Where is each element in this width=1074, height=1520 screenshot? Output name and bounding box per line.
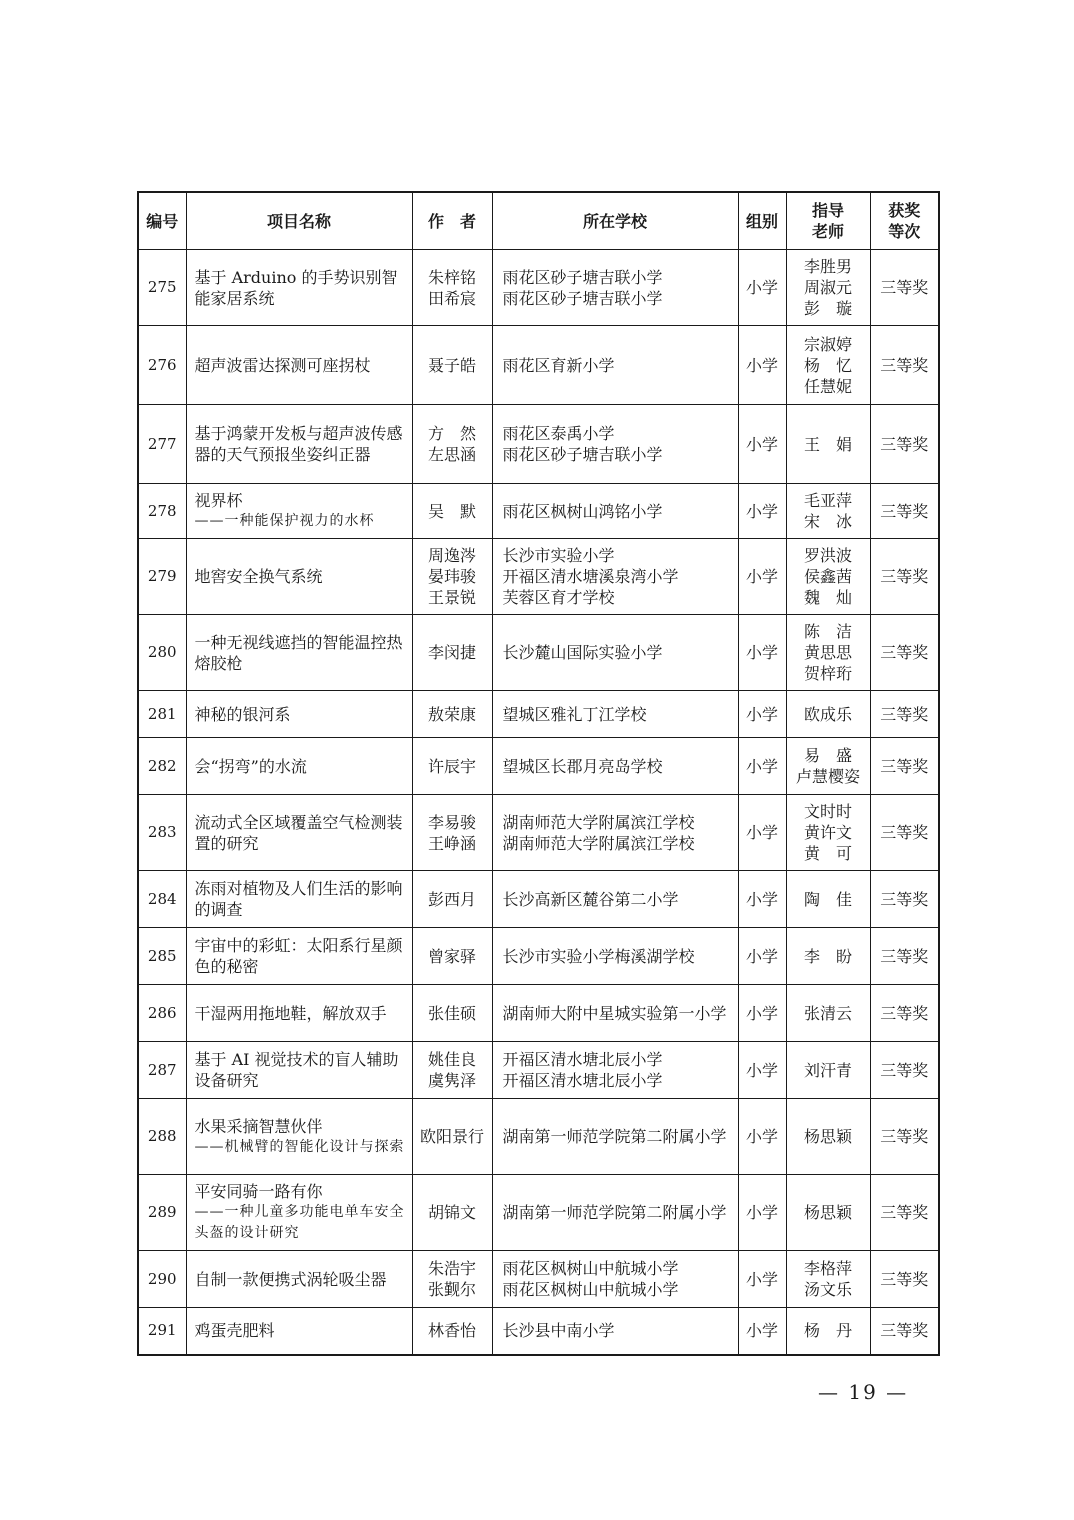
cell-group: 小学 bbox=[738, 615, 786, 691]
awards-table bbox=[137, 191, 940, 1356]
cell-schools bbox=[492, 738, 738, 795]
cell-authors bbox=[412, 1175, 492, 1251]
cell-schools bbox=[492, 928, 738, 985]
teacher-name: 欧成乐 bbox=[803, 704, 852, 724]
school-name: 开福区清水塘北辰小学 bbox=[502, 1071, 663, 1090]
cell-schools bbox=[492, 1308, 738, 1355]
school-name: 湖南师大附中星城实验第一小学 bbox=[502, 1003, 727, 1023]
cell-project-name bbox=[186, 1099, 412, 1175]
header-award-line-2: 等次 bbox=[888, 222, 921, 241]
cell-num: 277 bbox=[138, 405, 186, 484]
cell-teachers bbox=[786, 405, 870, 484]
cell-teachers bbox=[786, 1099, 870, 1175]
cell-project-name bbox=[186, 1251, 412, 1308]
cell-num: 287 bbox=[138, 1042, 186, 1099]
table-row bbox=[138, 615, 939, 691]
cell-num: 288 bbox=[138, 1099, 186, 1175]
author-name: 王景锐 bbox=[427, 588, 476, 607]
teacher-name: 彭 璇 bbox=[803, 299, 852, 318]
cell-award: 三等奖 bbox=[870, 484, 939, 539]
cell-schools bbox=[492, 250, 738, 326]
cell-schools bbox=[492, 1251, 738, 1308]
teacher-name: 易 盛 bbox=[803, 746, 852, 765]
project-subtitle-line: ——机械臂的智能化设计与探索 bbox=[194, 1138, 405, 1155]
teacher-name: 杨思颖 bbox=[803, 1127, 852, 1146]
school-name: 雨花区砂子塘吉联小学 bbox=[502, 267, 663, 287]
cell-authors bbox=[412, 795, 492, 871]
project-name-line: 流动式全区域覆盖空气检测装置的研究 bbox=[194, 812, 403, 853]
cell-authors bbox=[412, 871, 492, 928]
cell-group: 小学 bbox=[738, 795, 786, 871]
teacher-name: 李格萍 bbox=[803, 1259, 852, 1278]
teacher-name: 文时时 bbox=[803, 802, 852, 821]
cell-project-name bbox=[186, 871, 412, 928]
project-name-line: 宇宙中的彩虹：太阳系行星颜色的秘密 bbox=[194, 936, 403, 976]
author-name: 欧阳景行 bbox=[419, 1127, 484, 1146]
project-name-line: 鸡蛋壳肥料 bbox=[194, 1321, 275, 1341]
author-name: 吴 默 bbox=[427, 501, 476, 521]
cell-group: 小学 bbox=[738, 326, 786, 405]
school-name: 湖南第一师范学院第二附属小学 bbox=[502, 1127, 727, 1146]
cell-group: 小学 bbox=[738, 539, 786, 615]
header-group: 组别 bbox=[738, 192, 786, 250]
cell-num: 291 bbox=[138, 1308, 186, 1355]
school-name: 湖南第一师范学院第二附属小学 bbox=[502, 1203, 727, 1222]
cell-award: 三等奖 bbox=[870, 691, 939, 738]
school-name: 长沙县中南小学 bbox=[502, 1321, 615, 1341]
cell-project-name bbox=[186, 985, 412, 1042]
table-row bbox=[138, 795, 939, 871]
cell-authors bbox=[412, 405, 492, 484]
header-school: 所在学校 bbox=[492, 192, 738, 250]
teacher-name: 黄思思 bbox=[803, 643, 852, 662]
teacher-name: 毛亚萍 bbox=[803, 491, 852, 510]
table-header-row bbox=[138, 192, 939, 250]
school-name: 芙蓉区育才学校 bbox=[502, 588, 615, 607]
teacher-name: 侯鑫茜 bbox=[803, 567, 852, 586]
cell-group: 小学 bbox=[738, 1042, 786, 1099]
cell-schools bbox=[492, 1042, 738, 1099]
cell-teachers bbox=[786, 928, 870, 985]
cell-schools bbox=[492, 1175, 738, 1251]
header-teacher bbox=[786, 192, 870, 250]
school-name: 长沙麓山国际实验小学 bbox=[502, 643, 663, 662]
cell-teachers bbox=[786, 250, 870, 326]
cell-project-name bbox=[186, 1175, 412, 1251]
table-row bbox=[138, 871, 939, 928]
cell-authors bbox=[412, 615, 492, 691]
table-row bbox=[138, 539, 939, 615]
header-award-line-1: 获奖 bbox=[888, 201, 921, 220]
school-name: 开福区清水塘北辰小学 bbox=[502, 1050, 663, 1069]
project-name-line: 神秘的银河系 bbox=[194, 704, 291, 724]
school-name: 开福区清水塘溪泉湾小学 bbox=[502, 567, 679, 586]
author-name: 左思涵 bbox=[427, 445, 476, 464]
cell-award: 三等奖 bbox=[870, 871, 939, 928]
table-row bbox=[138, 1308, 939, 1355]
cell-group: 小学 bbox=[738, 871, 786, 928]
cell-authors bbox=[412, 738, 492, 795]
header-authors: 作 者 bbox=[412, 192, 492, 250]
teacher-name: 贺梓珩 bbox=[803, 664, 852, 683]
school-name: 雨花区砂子塘吉联小学 bbox=[502, 288, 663, 308]
author-name: 晏玮骏 bbox=[427, 567, 476, 586]
project-name-line: 基于 Arduino 的手势识别智能家居系统 bbox=[194, 267, 398, 308]
cell-teachers bbox=[786, 539, 870, 615]
cell-award: 三等奖 bbox=[870, 615, 939, 691]
author-name: 曾家驿 bbox=[427, 946, 476, 966]
cell-num: 276 bbox=[138, 326, 186, 405]
author-name: 方 然 bbox=[427, 424, 476, 443]
author-name: 敖荣康 bbox=[427, 704, 476, 724]
teacher-name: 陈 洁 bbox=[803, 622, 852, 641]
cell-teachers bbox=[786, 326, 870, 405]
cell-project-name bbox=[186, 738, 412, 795]
cell-group: 小学 bbox=[738, 250, 786, 326]
cell-teachers bbox=[786, 484, 870, 539]
table-row bbox=[138, 928, 939, 985]
cell-project-name bbox=[186, 928, 412, 985]
teacher-name: 李胜男 bbox=[803, 257, 852, 276]
cell-group: 小学 bbox=[738, 691, 786, 738]
teacher-name: 王 娟 bbox=[803, 434, 852, 454]
cell-project-name bbox=[186, 405, 412, 484]
cell-authors bbox=[412, 326, 492, 405]
cell-teachers bbox=[786, 871, 870, 928]
teacher-name: 周淑元 bbox=[803, 278, 852, 297]
project-name-line: 超声波雷达探测可座拐杖 bbox=[194, 355, 371, 375]
author-name: 彭西月 bbox=[427, 889, 476, 909]
table-row bbox=[138, 738, 939, 795]
cell-teachers bbox=[786, 738, 870, 795]
cell-group: 小学 bbox=[738, 1308, 786, 1355]
cell-authors bbox=[412, 1251, 492, 1308]
cell-authors bbox=[412, 250, 492, 326]
cell-teachers bbox=[786, 1251, 870, 1308]
cell-project-name bbox=[186, 539, 412, 615]
table-body bbox=[138, 250, 939, 1355]
cell-teachers bbox=[786, 1175, 870, 1251]
cell-num: 284 bbox=[138, 871, 186, 928]
table-row bbox=[138, 985, 939, 1042]
school-name: 雨花区泰禹小学 bbox=[502, 424, 615, 443]
table-row bbox=[138, 1251, 939, 1308]
cell-schools bbox=[492, 326, 738, 405]
teacher-name: 杨 忆 bbox=[803, 355, 852, 375]
school-name: 雨花区枫树山中航城小学 bbox=[502, 1259, 679, 1278]
table-row bbox=[138, 1175, 939, 1251]
cell-group: 小学 bbox=[738, 405, 786, 484]
school-name: 长沙高新区麓谷第二小学 bbox=[502, 889, 679, 909]
cell-teachers bbox=[786, 1308, 870, 1355]
author-name: 许辰宇 bbox=[427, 756, 476, 776]
teacher-name: 罗洪波 bbox=[803, 546, 852, 565]
cell-schools bbox=[492, 1099, 738, 1175]
table-row bbox=[138, 691, 939, 738]
cell-group: 小学 bbox=[738, 985, 786, 1042]
teacher-name: 刘汗青 bbox=[803, 1060, 852, 1080]
teacher-name: 任慧妮 bbox=[803, 376, 852, 396]
cell-teachers bbox=[786, 795, 870, 871]
table-row bbox=[138, 1099, 939, 1175]
school-name: 雨花区砂子塘吉联小学 bbox=[502, 445, 663, 464]
school-name: 湖南师范大学附属滨江学校 bbox=[502, 833, 695, 853]
teacher-name: 杨 丹 bbox=[803, 1321, 852, 1341]
author-name: 虞隽泽 bbox=[427, 1071, 476, 1090]
cell-authors bbox=[412, 539, 492, 615]
cell-group: 小学 bbox=[738, 1251, 786, 1308]
cell-schools bbox=[492, 539, 738, 615]
table-row bbox=[138, 326, 939, 405]
project-name-line: 会“拐弯”的水流 bbox=[194, 756, 307, 776]
cell-award: 三等奖 bbox=[870, 1175, 939, 1251]
teacher-name: 张清云 bbox=[803, 1003, 852, 1023]
teacher-name: 魏 灿 bbox=[803, 588, 852, 607]
cell-project-name bbox=[186, 1042, 412, 1099]
author-name: 张佳硕 bbox=[427, 1003, 476, 1023]
cell-schools bbox=[492, 615, 738, 691]
table-row bbox=[138, 250, 939, 326]
cell-award: 三等奖 bbox=[870, 539, 939, 615]
school-name: 望城区长郡月亮岛学校 bbox=[502, 756, 663, 776]
author-name: 胡锦文 bbox=[427, 1203, 476, 1222]
cell-authors bbox=[412, 1042, 492, 1099]
table-row bbox=[138, 405, 939, 484]
cell-authors bbox=[412, 928, 492, 985]
cell-num: 283 bbox=[138, 795, 186, 871]
header-project-name: 项目名称 bbox=[186, 192, 412, 250]
cell-num: 286 bbox=[138, 985, 186, 1042]
project-name-line: 视界杯 bbox=[194, 491, 243, 510]
teacher-name: 李 盼 bbox=[803, 946, 852, 966]
cell-authors bbox=[412, 484, 492, 539]
author-name: 姚佳良 bbox=[427, 1050, 476, 1069]
project-name-line: 平安同骑一路有你 bbox=[194, 1182, 323, 1201]
author-name: 王峥涵 bbox=[427, 833, 476, 853]
page-number: — 19 — bbox=[818, 1380, 909, 1404]
cell-schools bbox=[492, 405, 738, 484]
author-name: 李闵捷 bbox=[427, 643, 476, 662]
cell-award: 三等奖 bbox=[870, 250, 939, 326]
school-name: 湖南师范大学附属滨江学校 bbox=[502, 812, 695, 832]
cell-num: 282 bbox=[138, 738, 186, 795]
cell-project-name bbox=[186, 795, 412, 871]
author-name: 朱浩宇 bbox=[427, 1259, 476, 1278]
cell-group: 小学 bbox=[738, 484, 786, 539]
author-name: 聂子皓 bbox=[427, 355, 476, 375]
cell-num: 285 bbox=[138, 928, 186, 985]
cell-teachers bbox=[786, 615, 870, 691]
project-subtitle-line: ——一种能保护视力的水杯 bbox=[194, 513, 375, 529]
project-name-line: 自制一款便携式涡轮吸尘器 bbox=[194, 1269, 387, 1289]
cell-group: 小学 bbox=[738, 1099, 786, 1175]
teacher-name: 杨思颖 bbox=[803, 1203, 852, 1222]
teacher-name: 汤文乐 bbox=[803, 1280, 852, 1299]
cell-project-name bbox=[186, 1308, 412, 1355]
author-name: 朱梓铭 bbox=[427, 267, 476, 287]
teacher-name: 陶 佳 bbox=[803, 889, 852, 909]
cell-num: 289 bbox=[138, 1175, 186, 1251]
table-row bbox=[138, 484, 939, 539]
project-name-line: 一种无视线遮挡的智能温控热熔胶枪 bbox=[194, 632, 403, 673]
project-subtitle-line: ——一种儿童多功能电单车安全头盔的设计研究 bbox=[194, 1204, 405, 1241]
cell-award: 三等奖 bbox=[870, 738, 939, 795]
cell-schools bbox=[492, 795, 738, 871]
cell-award: 三等奖 bbox=[870, 1308, 939, 1355]
school-name: 雨花区枫树山中航城小学 bbox=[502, 1280, 679, 1299]
cell-teachers bbox=[786, 691, 870, 738]
teacher-name: 黄许文 bbox=[803, 823, 852, 842]
cell-award: 三等奖 bbox=[870, 405, 939, 484]
header-num: 编号 bbox=[138, 192, 186, 250]
cell-project-name bbox=[186, 615, 412, 691]
cell-num: 290 bbox=[138, 1251, 186, 1308]
cell-award: 三等奖 bbox=[870, 1042, 939, 1099]
cell-authors bbox=[412, 1099, 492, 1175]
author-name: 李易骏 bbox=[427, 812, 476, 832]
project-name-line: 基于 AI 视觉技术的盲人辅助设备研究 bbox=[194, 1050, 399, 1090]
project-name-line: 冻雨对植物及人们生活的影响的调查 bbox=[194, 879, 403, 919]
cell-award: 三等奖 bbox=[870, 326, 939, 405]
cell-award: 三等奖 bbox=[870, 1099, 939, 1175]
cell-schools bbox=[492, 871, 738, 928]
cell-schools bbox=[492, 484, 738, 539]
cell-award: 三等奖 bbox=[870, 985, 939, 1042]
awards-table-container bbox=[137, 191, 938, 1356]
cell-project-name bbox=[186, 484, 412, 539]
cell-group: 小学 bbox=[738, 738, 786, 795]
table-row bbox=[138, 1042, 939, 1099]
teacher-name: 卢慧樱姿 bbox=[795, 767, 860, 786]
teacher-name: 宗淑婷 bbox=[803, 334, 852, 354]
cell-num: 280 bbox=[138, 615, 186, 691]
project-name-line: 地窖安全换气系统 bbox=[194, 567, 323, 586]
cell-project-name bbox=[186, 326, 412, 405]
cell-authors bbox=[412, 1308, 492, 1355]
header-teacher-line-1: 指导 bbox=[811, 201, 844, 220]
cell-num: 278 bbox=[138, 484, 186, 539]
cell-teachers bbox=[786, 985, 870, 1042]
school-name: 长沙市实验小学梅溪湖学校 bbox=[502, 946, 695, 966]
author-name: 田希宸 bbox=[427, 288, 476, 308]
cell-project-name bbox=[186, 691, 412, 738]
header-award bbox=[870, 192, 939, 250]
teacher-name: 黄 可 bbox=[803, 844, 852, 863]
author-name: 周逸涔 bbox=[427, 546, 476, 565]
cell-group: 小学 bbox=[738, 1175, 786, 1251]
cell-num: 281 bbox=[138, 691, 186, 738]
header-teacher-line-2: 老师 bbox=[811, 222, 844, 241]
school-name: 长沙市实验小学 bbox=[502, 546, 615, 565]
cell-authors bbox=[412, 985, 492, 1042]
cell-award: 三等奖 bbox=[870, 795, 939, 871]
cell-teachers bbox=[786, 1042, 870, 1099]
project-name-line: 干湿两用拖地鞋，解放双手 bbox=[194, 1003, 387, 1023]
cell-award: 三等奖 bbox=[870, 1251, 939, 1308]
cell-num: 279 bbox=[138, 539, 186, 615]
cell-num: 275 bbox=[138, 250, 186, 326]
cell-project-name bbox=[186, 250, 412, 326]
cell-schools bbox=[492, 985, 738, 1042]
project-name-line: 水果采摘智慧伙伴 bbox=[194, 1116, 323, 1136]
author-name: 张觐尔 bbox=[427, 1280, 476, 1299]
cell-group: 小学 bbox=[738, 928, 786, 985]
project-name-line: 基于鸿蒙开发板与超声波传感器的天气预报坐姿纠正器 bbox=[194, 424, 403, 464]
school-name: 望城区雅礼丁江学校 bbox=[502, 704, 647, 724]
teacher-name: 宋 冰 bbox=[803, 512, 852, 531]
author-name: 林香怡 bbox=[427, 1321, 476, 1341]
cell-authors bbox=[412, 691, 492, 738]
school-name: 雨花区育新小学 bbox=[502, 355, 615, 375]
cell-schools bbox=[492, 691, 738, 738]
school-name: 雨花区枫树山鸿铭小学 bbox=[502, 501, 663, 521]
cell-award: 三等奖 bbox=[870, 928, 939, 985]
